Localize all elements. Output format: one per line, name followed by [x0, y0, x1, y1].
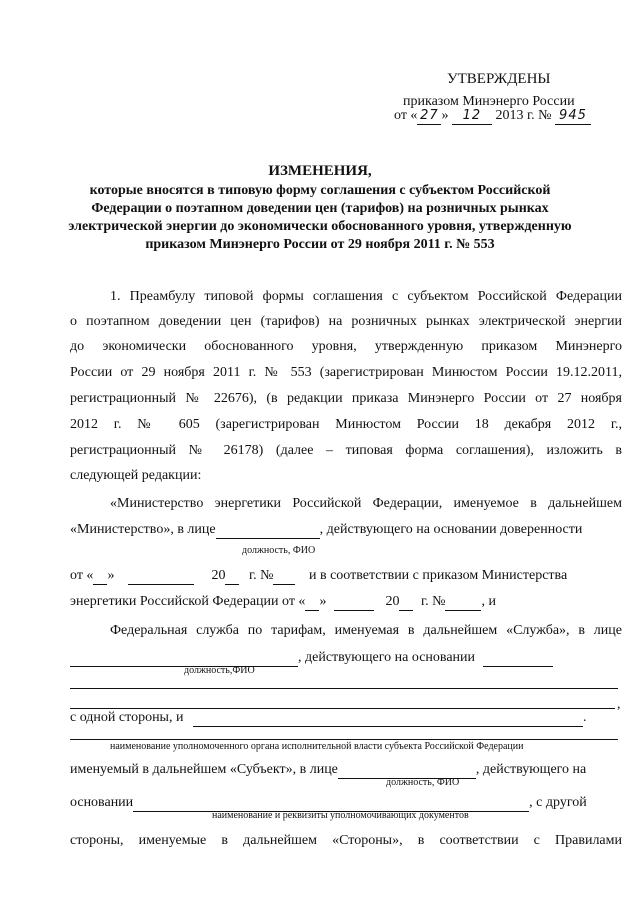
approval-sep: » — [441, 108, 449, 123]
energy-day-blank — [305, 594, 319, 611]
energy-number-blank — [445, 594, 481, 611]
approval-month: 12 — [452, 108, 492, 125]
approval-title: УТВЕРЖДЕНЫ — [447, 71, 551, 87]
p1-line-8: следующей редакции: — [70, 468, 202, 483]
ministry-text-a: «Министерство», в лице — [70, 522, 216, 537]
caption-position-fio-3: должность, ФИО — [386, 777, 460, 788]
one-side-blank — [193, 710, 583, 727]
approval-date-line — [394, 107, 591, 125]
from-d: г. № — [248, 568, 274, 583]
service-basis-blank — [483, 650, 553, 667]
heading-line-1: которые вносятся в типовую форму соглашения с субъектом Российской — [89, 183, 551, 198]
ministry-text-b: , действующего на основании доверенности — [319, 522, 583, 537]
ministry-blank — [216, 522, 320, 539]
heading-line-3: электрической энергии до экономически обоснованного уровня, утвержденную — [68, 219, 572, 234]
p1-line-7: регистрационный № 26178) (далее – типовая форма соглашения), изложить в — [70, 443, 622, 458]
caption-docs: наименование и реквизиты уполномочивающих документов — [212, 810, 469, 821]
from-line — [70, 567, 622, 585]
energy-c: 20 — [385, 594, 400, 609]
service-line-2 — [70, 649, 553, 667]
from-b: » — [107, 568, 115, 583]
energy-a: энергетики Российской Федерации от « — [70, 594, 306, 609]
energy-month-blank — [334, 594, 374, 611]
p1-line-2: о поэтапном доведении цен (тарифов) на розничных рынках электрической энергии — [70, 314, 622, 329]
from-e: и в соответствии с приказом Министерства — [308, 568, 568, 583]
heading-title: ИЗМЕНЕНИЯ, — [268, 163, 372, 179]
approval-number: 945 — [555, 108, 591, 125]
one-side-line — [70, 709, 586, 727]
from-year-blank — [225, 568, 239, 585]
approval-day: 27 — [417, 108, 441, 125]
comma-end: , — [617, 697, 621, 712]
blank-line-3 — [70, 739, 618, 740]
subject-text-a: именуемый в дальнейшем «Субъект», в лице — [70, 762, 338, 777]
approval-prefix: от « — [394, 108, 418, 123]
subject-text-b: , действующего на — [475, 762, 587, 777]
approval-year: 2013 г. № — [495, 108, 552, 123]
heading-line-2: Федерации о поэтапном доведении цен (тарифов) на розничных рынках — [91, 201, 549, 216]
basis-text-b: , с другой — [529, 795, 587, 810]
approval-order: приказом Минэнерго России — [403, 94, 575, 109]
last-line: стороны, именуемые в дальнейшем «Стороны», в соответствии с Правилами — [70, 833, 622, 848]
p1-line-1: 1. Преамбулу типовой формы соглашения с субъектом Российской Федерации — [110, 289, 622, 304]
energy-e: , и — [481, 594, 496, 609]
from-c: 20 — [211, 568, 226, 583]
subject-line — [70, 761, 586, 779]
caption-position-fio: должность, ФИО — [242, 545, 316, 556]
energy-b: » — [319, 594, 327, 609]
p1-line-4: России от 29 ноября 2011 г. № 553 (зарегистрирован Минюстом России 19.12.2011, — [70, 365, 622, 380]
from-month-blank — [128, 568, 194, 585]
caption-position-fio-2: должность,ФИО — [184, 665, 255, 676]
blank-line-1 — [70, 688, 618, 689]
one-side-text: с одной стороны, и — [70, 710, 184, 725]
period-end: . — [582, 710, 587, 725]
energy-year-blank — [399, 594, 413, 611]
service-text: , действующего на основании — [298, 650, 476, 665]
ministry-line-1: «Министерство энергетики Российской Федерации, именуемое в дальнейшем — [110, 496, 622, 511]
heading-line-4: приказом Минэнерго России от 29 ноября 2011 г. № 553 — [145, 237, 495, 252]
from-number-blank — [273, 568, 295, 585]
p1-line-3: до экономически обоснованного уровня, утвержденную приказом Минэнерго — [70, 339, 622, 354]
energy-d: г. № — [420, 594, 446, 609]
p1-line-5: регистрационный № 22676), (в редакции приказа Минэнерго России от 27 ноября — [70, 391, 622, 406]
from-a: от « — [70, 568, 94, 583]
basis-text-a: основании — [70, 795, 134, 810]
p1-line-6: 2012 г. № 605 (зарегистрирован Минюстом России 18 декабря 2012 г., — [70, 417, 622, 432]
caption-authority: наименование уполномоченного органа исполнительной власти субъекта Российской Федерации — [110, 741, 524, 752]
ministry-line-2 — [70, 521, 582, 539]
service-line: Федеральная служба по тарифам, именуемая в дальнейшем «Служба», в лице — [110, 623, 622, 638]
energy-line — [70, 593, 496, 611]
from-day-blank — [93, 568, 107, 585]
